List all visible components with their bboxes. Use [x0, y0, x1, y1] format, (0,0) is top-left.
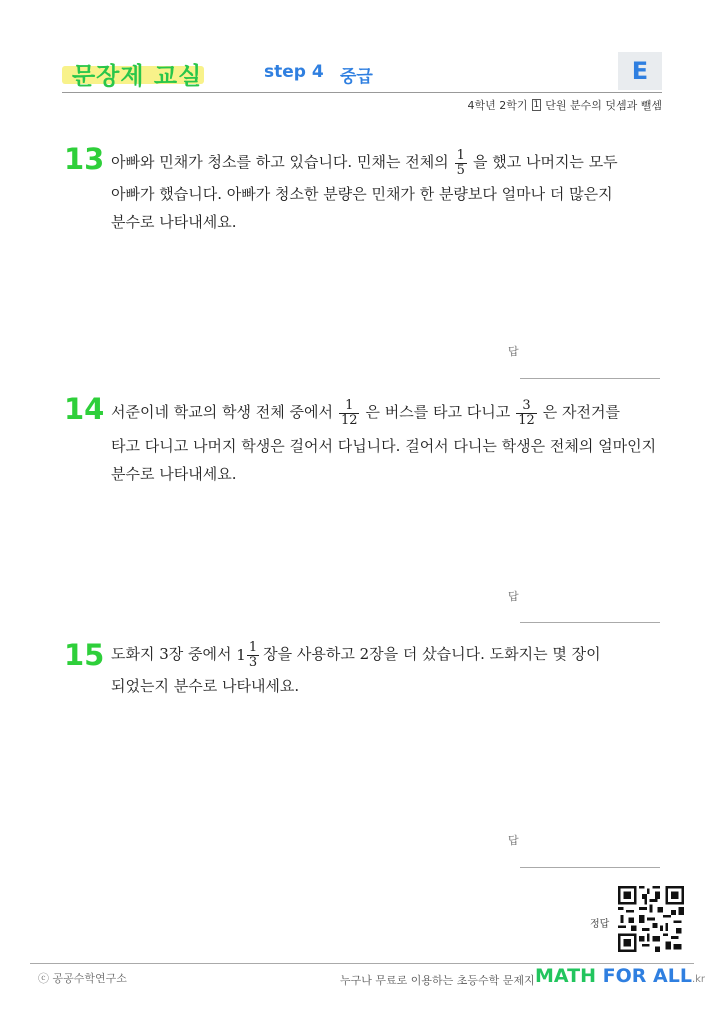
denominator: 12	[340, 412, 358, 428]
text-segment: 장을 사용하고 2장을 더 샀습니다. 도화지는 몇 장이	[263, 645, 601, 663]
level-label: 중급	[340, 67, 373, 87]
problem-line: 분수로 나타내세요.	[111, 465, 237, 483]
text-segment: 을 했고 나머지는 모두	[472, 153, 618, 171]
problem-line: 분수로 나타내세요.	[111, 213, 237, 231]
subtitle-grade: 4학년 2학기	[467, 99, 528, 112]
problem-line	[111, 148, 618, 178]
denominator: 12	[518, 412, 535, 428]
numerator: 1	[248, 639, 258, 655]
problem-line	[111, 640, 601, 670]
grade-badge: E	[618, 52, 662, 90]
footer-slogan: 누구나 무료로 이용하는 초등수학 문제지	[340, 974, 535, 987]
logo-all: ALL	[653, 965, 692, 987]
footer-divider	[30, 963, 694, 964]
fraction	[339, 399, 360, 428]
problem-line: 되었는지 분수로 나타내세요.	[111, 677, 300, 695]
answer-line[interactable]	[520, 867, 660, 868]
whole-part: 1	[236, 646, 246, 664]
page-header	[62, 52, 662, 92]
qr-label: 정답	[590, 919, 610, 930]
fraction	[516, 399, 537, 428]
step-label: step 4	[264, 62, 324, 82]
denominator: 3	[248, 654, 258, 670]
problem-line: 타고 다니고 나머지 학생은 걸어서 다닙니다. 걸어서 다니는 학생은 전체의 얼마인지	[111, 437, 657, 455]
mathforall-logo[interactable]	[535, 965, 705, 987]
problem-line: 아빠가 했습니다. 아빠가 청소한 분량은 민채가 한 분량보다 얼마나 더 많은지	[111, 185, 613, 203]
numerator: 3	[522, 397, 531, 413]
problem-number: 14	[64, 392, 105, 426]
problem-number: 13	[64, 142, 105, 176]
brand-title: 문장제 교실	[72, 62, 203, 90]
subtitle-unit-name: 단원 분수의 덧셈과 뺄셈	[545, 99, 662, 112]
answer-label: 답	[508, 345, 519, 358]
text-segment: 도화지 3장 중에서	[111, 645, 232, 663]
copyright: ⓒ 공공수학연구소	[38, 972, 127, 985]
problem-line	[111, 398, 620, 428]
logo-math: MATH	[535, 965, 596, 987]
text-segment: 은 버스를 타고 다니고	[365, 403, 511, 421]
answer-label: 답	[508, 834, 519, 847]
answer-line[interactable]	[520, 378, 660, 379]
answer-line[interactable]	[520, 622, 660, 623]
fraction	[247, 641, 259, 670]
numerator: 1	[345, 397, 354, 413]
answer-label: 답	[508, 590, 519, 603]
unit-number-box: 1	[533, 100, 540, 110]
fraction	[455, 149, 467, 178]
mixed-number	[236, 641, 263, 670]
problem-13	[64, 142, 664, 388]
logo-kr: .kr	[691, 974, 706, 985]
qr-code-icon[interactable]	[618, 886, 684, 952]
logo-for: FOR	[602, 965, 647, 987]
text-segment: 서준이네 학교의 학생 전체 중에서	[111, 403, 333, 421]
problem-15	[64, 638, 664, 864]
denominator: 5	[456, 162, 465, 178]
text-segment: 은 자전거를	[542, 403, 620, 421]
numerator: 1	[456, 147, 465, 163]
unit-subtitle	[468, 97, 662, 113]
problem-14	[64, 392, 664, 618]
problem-number: 15	[64, 638, 105, 672]
text-segment: 아빠와 민채가 청소를 하고 있습니다. 민채는 전체의	[111, 153, 449, 171]
header-divider	[62, 92, 662, 93]
